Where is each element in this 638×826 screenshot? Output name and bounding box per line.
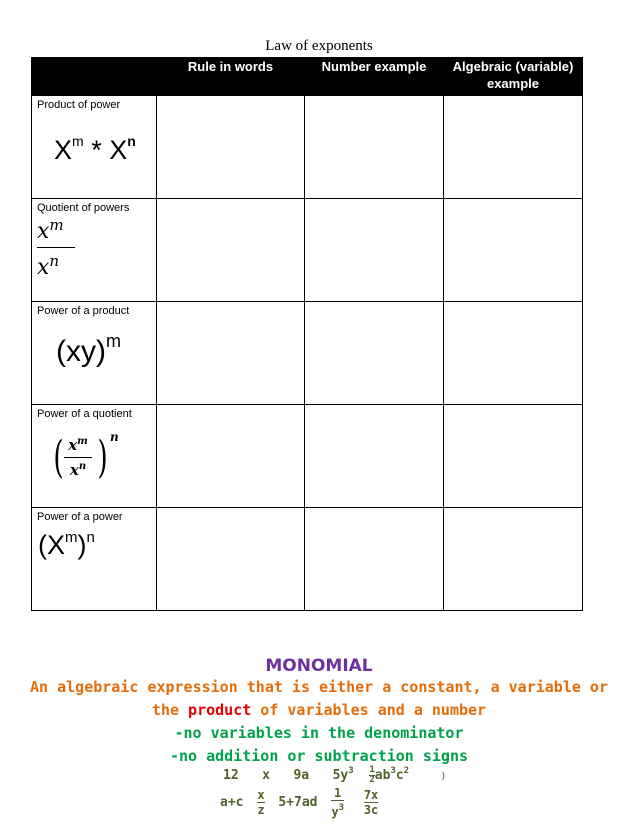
page-title: Law of exponents	[265, 38, 373, 54]
header-blank	[32, 58, 157, 96]
monomial-title: MONOMIAL	[265, 656, 373, 676]
rule-in-words-cell[interactable]	[157, 508, 305, 611]
table-row	[32, 96, 583, 199]
algebraic-example-cell[interactable]	[444, 508, 583, 611]
algebraic-example-cell[interactable]	[444, 405, 583, 508]
law-cell-product-of-power	[32, 96, 157, 199]
rule-in-words-cell[interactable]	[157, 405, 305, 508]
number-example-cell[interactable]	[305, 199, 444, 302]
algebraic-example-cell[interactable]	[444, 199, 583, 302]
table-row	[32, 405, 583, 508]
rule-in-words-cell[interactable]	[157, 199, 305, 302]
table-row	[32, 302, 583, 405]
law-cell-power-of-a-product	[32, 302, 157, 405]
law-label: Power of a product	[37, 305, 130, 317]
table-row	[32, 199, 583, 302]
law-label: Power of a power	[37, 511, 123, 523]
rule-in-words-cell[interactable]	[157, 96, 305, 199]
product-of-power-expression: $X^m * X^n$	[54, 133, 136, 165]
algebraic-example-cell[interactable]	[444, 302, 583, 405]
number-example-cell[interactable]	[305, 302, 444, 405]
number-example-cell[interactable]	[305, 405, 444, 508]
power-of-a-product-expression: (xy)$^m$	[56, 331, 121, 368]
power-of-a-power-expression: $(X^m)^n$	[38, 529, 95, 560]
header-algebraic-example: Algebraic (variable) example	[444, 58, 583, 96]
law-label: Power of a quotient	[37, 408, 132, 420]
header-number-example: Number example	[305, 58, 444, 96]
monomial-rule-no-addition: -no addition or subtraction signs	[169, 747, 468, 765]
law-cell-power-of-a-quotient	[32, 405, 157, 508]
algebraic-example-cell[interactable]	[444, 96, 583, 199]
monomial-examples-row2: $a+c \frac{x}{z} 5+7ad \frac{1}{y^3} \frac{7x}{3c}$	[220, 786, 379, 819]
law-cell-quotient-of-powers	[32, 199, 157, 302]
monomial-rule-no-denominator: -no variables in the denominator	[174, 724, 464, 742]
header-rule-in-words: Rule in words	[157, 58, 305, 96]
product-highlight: product	[188, 701, 252, 719]
rule-in-words-cell[interactable]	[157, 302, 305, 405]
law-cell-power-of-a-power	[32, 508, 157, 611]
quotient-of-powers-expression: $x^m$ $x^n$	[37, 216, 77, 278]
number-example-cell[interactable]	[305, 96, 444, 199]
exponent-laws-table	[31, 57, 583, 611]
monomial-examples-row1: 12 x 9a $5y^3 \frac{1}{2}ab^3c^2$ )	[223, 765, 447, 785]
table-row	[32, 508, 583, 611]
monomial-definition-line1: An algebraic expression that is either a constant, a variable or	[30, 678, 608, 696]
law-label: Product of power	[37, 99, 121, 111]
number-example-cell[interactable]	[305, 508, 444, 611]
monomial-definition-line2: the product of variables and a number	[151, 701, 487, 719]
table-header-row	[32, 58, 583, 96]
law-label: Quotient of powers	[37, 202, 130, 214]
power-of-a-quotient-expression: ( $x^m$ $x^n$ ) n	[53, 430, 119, 483]
